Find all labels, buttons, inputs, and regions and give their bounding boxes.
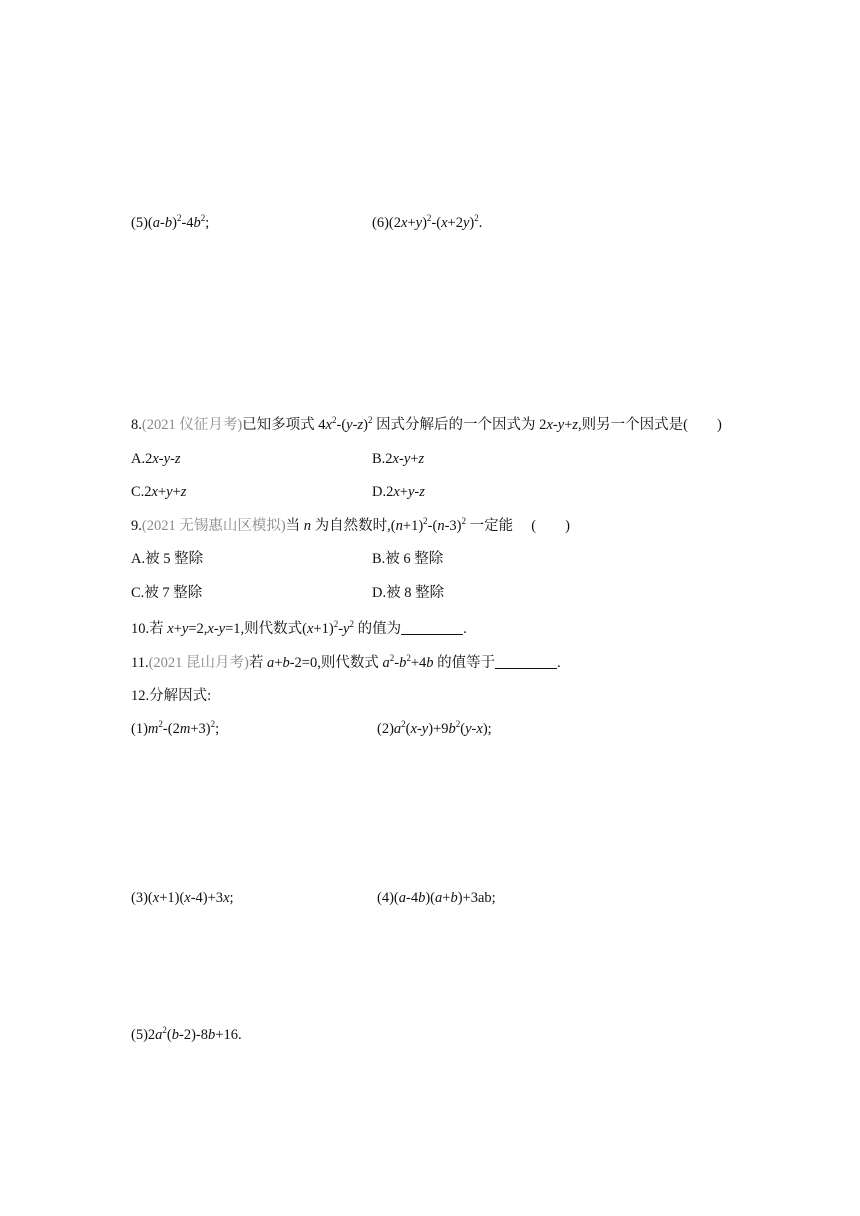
q8-option-c[interactable] <box>131 482 186 502</box>
q9-option-b-text: B.被 6 整除 <box>372 551 444 567</box>
q11-text: 若 a+b-2=0,则代数式 $a^2-b^2+4b$ 的值等于 . <box>248 653 561 671</box>
q12-part3-text: (3)(x+1)(x-4)+3x; <box>131 890 234 906</box>
q8-stem <box>131 415 722 435</box>
q12-part3 <box>131 888 234 908</box>
q8-option-a[interactable] <box>131 449 181 469</box>
q9-option-b[interactable] <box>372 549 443 569</box>
q9-option-a[interactable] <box>131 549 203 569</box>
q8-option-c-text: C.2x+y+z <box>131 484 187 500</box>
q8-option-b-text: B.2x-y+z <box>372 451 425 467</box>
q7-part6 <box>372 213 482 233</box>
q8-option-b[interactable] <box>372 449 424 469</box>
q12-part1-text: $(1)m^2-(2m+3)^2$; <box>131 719 220 737</box>
q9-source: (2021 无锡惠山区模拟) <box>141 518 286 534</box>
q9-option-a-text: A.被 5 整除 <box>131 551 204 567</box>
q9-option-c[interactable] <box>131 583 202 603</box>
q8-option-d-text: D.2x+y-z <box>372 484 425 500</box>
q11-number: 11. <box>131 655 149 671</box>
q7-part5-text: $(5)(a-b)^2-4b^2$; <box>131 213 210 231</box>
q10-stem <box>131 619 467 639</box>
q7-part5 <box>131 213 209 233</box>
q12-part1 <box>131 719 219 739</box>
q12-part4-text: (4)(a-4b)(a+b)+3ab; <box>377 890 496 906</box>
q9-option-c-text: C.被 7 整除 <box>131 585 203 601</box>
q12-title-text: 12.分解因式: <box>131 688 212 704</box>
q12-part2 <box>377 719 492 739</box>
q11-stem <box>131 653 561 673</box>
q8-option-d[interactable] <box>372 482 425 502</box>
q12-part4 <box>377 888 496 908</box>
q8-text: 已知多项式 $4x^2-(y-z)^2$ 因式分解后的一个因式为 2x-y+z,则另一个因式是( ) <box>242 415 722 433</box>
q12-part5 <box>131 1025 242 1045</box>
q12-part5-text: $(5)2a^2(b-2)-8b+16$. <box>131 1025 242 1043</box>
q8-number: 8. <box>131 417 142 433</box>
q9-option-d-text: D.被 8 整除 <box>372 585 445 601</box>
q8-option-a-text: A.2x-y-z <box>131 451 181 467</box>
q7-part6-text: $(6)(2x+y)^2-(x+2y)^2$. <box>372 213 483 231</box>
q11-source: (2021 昆山月考) <box>148 655 249 671</box>
q9-stem <box>131 516 570 536</box>
q12-part2-text: $(2)a^2(x-y)+9b^2(y-x)$; <box>377 719 492 737</box>
q9-text: 当 n 为自然数时$,(n+1)^2-(n-3)^2$ 一定能 ( ) <box>285 516 570 534</box>
q10-text: 10.若 x+y=2,x-y=1,则代数式$(x+1)^2-y^2$ 的值为 . <box>131 619 467 637</box>
q8-source: (2021 仪征月考) <box>141 417 243 433</box>
q9-option-d[interactable] <box>372 583 444 603</box>
q12-title <box>131 686 211 706</box>
q9-number: 9. <box>131 518 142 534</box>
